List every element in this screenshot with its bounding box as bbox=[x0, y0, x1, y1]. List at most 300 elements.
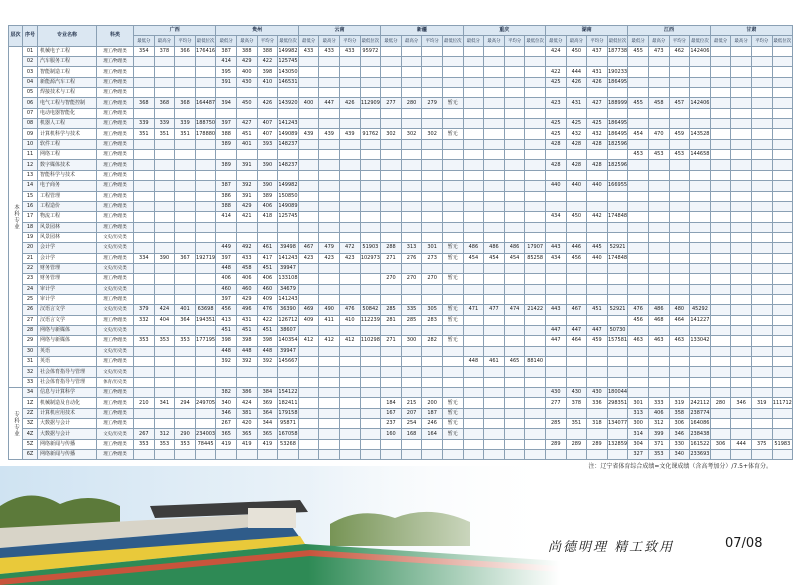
score-cell: 184 bbox=[381, 398, 402, 408]
score-cell: 398 bbox=[257, 336, 278, 346]
score-cell bbox=[504, 284, 525, 294]
score-cell: 430 bbox=[236, 77, 257, 87]
score-cell: 192719 bbox=[195, 253, 216, 263]
score-cell bbox=[175, 160, 196, 170]
subheader-cell: 最高分 bbox=[731, 36, 752, 46]
score-cell bbox=[319, 222, 340, 232]
stadium-photo bbox=[0, 466, 560, 585]
score-cell: 406 bbox=[236, 274, 257, 284]
subject-cell: 理工/物理类 bbox=[97, 191, 134, 201]
score-cell bbox=[545, 170, 566, 180]
score-cell bbox=[710, 357, 731, 367]
score-cell: 430 bbox=[545, 388, 566, 398]
score-cell bbox=[442, 439, 463, 449]
score-cell: 469 bbox=[298, 305, 319, 315]
score-cell: 382 bbox=[216, 388, 237, 398]
score-cell bbox=[216, 377, 237, 387]
score-cell: 407 bbox=[257, 119, 278, 129]
score-cell bbox=[566, 150, 587, 160]
subject-cell: 理工/物理类 bbox=[97, 150, 134, 160]
score-cell bbox=[175, 274, 196, 284]
score-cell: 419 bbox=[257, 439, 278, 449]
score-cell bbox=[628, 243, 649, 253]
score-cell: 476 bbox=[257, 305, 278, 315]
major-name-cell: 社会体育指导与管理 bbox=[38, 367, 97, 377]
score-cell bbox=[504, 274, 525, 284]
score-cell bbox=[545, 377, 566, 387]
major-name-cell: 计算机应用技术 bbox=[38, 408, 97, 418]
score-cell bbox=[484, 419, 505, 429]
score-cell bbox=[628, 139, 649, 149]
score-cell bbox=[525, 408, 546, 418]
score-cell: 267 bbox=[134, 429, 155, 439]
score-cell bbox=[566, 57, 587, 67]
score-cell: 194351 bbox=[195, 315, 216, 325]
score-cell: 167 bbox=[381, 408, 402, 418]
score-cell bbox=[216, 150, 237, 160]
subject-cell: 理工/物理类 bbox=[97, 315, 134, 325]
score-cell bbox=[154, 357, 175, 367]
score-cell bbox=[545, 357, 566, 367]
score-cell bbox=[628, 88, 649, 98]
score-cell: 85258 bbox=[525, 253, 546, 263]
score-cell bbox=[545, 150, 566, 160]
score-cell bbox=[484, 108, 505, 118]
score-cell: 424 bbox=[154, 305, 175, 315]
score-cell bbox=[607, 88, 628, 98]
score-cell bbox=[628, 181, 649, 191]
score-cell bbox=[566, 263, 587, 273]
score-cell: 353 bbox=[134, 439, 155, 449]
score-cell: 149089 bbox=[278, 201, 299, 211]
score-cell bbox=[648, 253, 669, 263]
score-cell: 50730 bbox=[607, 325, 628, 335]
score-cell bbox=[463, 181, 484, 191]
score-cell bbox=[401, 212, 422, 222]
header-province: 重庆 bbox=[463, 26, 545, 36]
score-cell: 146531 bbox=[278, 77, 299, 87]
score-cell: 暂无 bbox=[442, 419, 463, 429]
score-cell bbox=[751, 160, 772, 170]
score-cell: 397 bbox=[216, 253, 237, 263]
score-cell: 449 bbox=[216, 243, 237, 253]
score-cell bbox=[504, 77, 525, 87]
score-cell bbox=[422, 284, 443, 294]
score-cell bbox=[710, 98, 731, 108]
score-cell bbox=[381, 150, 402, 160]
score-cell bbox=[257, 88, 278, 98]
score-cell bbox=[463, 419, 484, 429]
score-cell: 457 bbox=[669, 98, 690, 108]
score-cell bbox=[587, 222, 608, 232]
score-cell: 50842 bbox=[360, 305, 381, 315]
score-cell bbox=[566, 294, 587, 304]
score-cell: 182411 bbox=[278, 398, 299, 408]
subject-cell: 体育/历史类 bbox=[97, 377, 134, 387]
score-cell: 455 bbox=[628, 46, 649, 56]
score-cell bbox=[319, 346, 340, 356]
score-cell bbox=[422, 57, 443, 67]
score-cell bbox=[525, 398, 546, 408]
score-cell bbox=[319, 108, 340, 118]
score-cell bbox=[381, 77, 402, 87]
score-cell: 335 bbox=[401, 305, 422, 315]
score-cell bbox=[319, 284, 340, 294]
score-cell: 365 bbox=[257, 429, 278, 439]
score-cell bbox=[504, 212, 525, 222]
score-cell bbox=[484, 315, 505, 325]
score-cell bbox=[463, 191, 484, 201]
score-cell bbox=[381, 232, 402, 242]
score-cell bbox=[298, 77, 319, 87]
subject-cell: 文史/历史类 bbox=[97, 325, 134, 335]
score-cell bbox=[772, 170, 793, 180]
score-cell: 387 bbox=[216, 181, 237, 191]
score-cell: 426 bbox=[257, 98, 278, 108]
score-cell: 302 bbox=[381, 129, 402, 139]
score-cell bbox=[648, 139, 669, 149]
score-cell: 391 bbox=[236, 191, 257, 201]
score-cell: 306 bbox=[669, 419, 690, 429]
seq-cell: 26 bbox=[23, 305, 38, 315]
score-cell bbox=[216, 450, 237, 460]
subheader-cell: 最低位次 bbox=[195, 36, 216, 46]
score-cell: 52921 bbox=[607, 305, 628, 315]
score-cell bbox=[463, 377, 484, 387]
score-cell bbox=[422, 439, 443, 449]
score-cell bbox=[401, 57, 422, 67]
score-cell: 388 bbox=[236, 46, 257, 56]
score-cell: 406 bbox=[216, 274, 237, 284]
score-cell bbox=[216, 170, 237, 180]
major-name-cell: 网络与新媒体 bbox=[38, 336, 97, 346]
score-cell bbox=[319, 377, 340, 387]
score-cell bbox=[710, 315, 731, 325]
score-cell bbox=[484, 57, 505, 67]
score-cell bbox=[484, 119, 505, 129]
score-cell bbox=[772, 181, 793, 191]
score-cell bbox=[772, 201, 793, 211]
major-name-cell: 新能源汽车工程 bbox=[38, 77, 97, 87]
seq-cell: 03 bbox=[23, 67, 38, 77]
major-name-cell: 英语 bbox=[38, 346, 97, 356]
score-cell bbox=[195, 346, 216, 356]
seq-cell: 07 bbox=[23, 108, 38, 118]
score-cell bbox=[298, 108, 319, 118]
score-cell bbox=[504, 191, 525, 201]
score-cell bbox=[545, 408, 566, 418]
score-cell bbox=[442, 181, 463, 191]
score-cell: 133042 bbox=[690, 336, 711, 346]
score-cell bbox=[257, 222, 278, 232]
score-cell: 167058 bbox=[278, 429, 299, 439]
score-cell bbox=[648, 181, 669, 191]
score-cell bbox=[360, 263, 381, 273]
score-cell bbox=[360, 67, 381, 77]
score-cell bbox=[381, 325, 402, 335]
score-cell: 463 bbox=[669, 336, 690, 346]
score-cell bbox=[669, 274, 690, 284]
score-cell bbox=[195, 139, 216, 149]
score-cell bbox=[339, 119, 360, 129]
score-cell bbox=[690, 108, 711, 118]
score-cell bbox=[154, 325, 175, 335]
seq-cell: 11 bbox=[23, 150, 38, 160]
score-cell bbox=[710, 170, 731, 180]
score-cell bbox=[648, 284, 669, 294]
score-cell bbox=[195, 377, 216, 387]
major-name-cell: 电气工程与智能控制 bbox=[38, 98, 97, 108]
score-cell: 459 bbox=[669, 129, 690, 139]
score-cell: 340 bbox=[216, 398, 237, 408]
score-cell bbox=[463, 98, 484, 108]
score-cell bbox=[381, 119, 402, 129]
score-cell: 143528 bbox=[690, 129, 711, 139]
score-cell bbox=[339, 263, 360, 273]
subject-cell: 理工/物理类 bbox=[97, 119, 134, 129]
score-cell bbox=[525, 108, 546, 118]
score-cell bbox=[381, 191, 402, 201]
score-cell bbox=[175, 212, 196, 222]
score-cell bbox=[566, 274, 587, 284]
score-cell bbox=[731, 150, 752, 160]
score-cell: 142406 bbox=[690, 98, 711, 108]
score-cell: 280 bbox=[710, 398, 731, 408]
score-cell bbox=[381, 367, 402, 377]
score-cell bbox=[401, 201, 422, 211]
score-cell bbox=[504, 419, 525, 429]
score-cell: 407 bbox=[257, 129, 278, 139]
score-cell: 353 bbox=[648, 450, 669, 460]
score-cell bbox=[381, 284, 402, 294]
score-cell bbox=[545, 429, 566, 439]
score-cell bbox=[298, 284, 319, 294]
major-name-cell: 财务管理 bbox=[38, 263, 97, 273]
score-cell bbox=[607, 429, 628, 439]
score-cell bbox=[298, 232, 319, 242]
score-cell bbox=[236, 108, 257, 118]
subject-cell: 理工/物理类 bbox=[97, 98, 134, 108]
table-row bbox=[9, 57, 793, 67]
score-cell: 381 bbox=[236, 408, 257, 418]
score-cell bbox=[607, 57, 628, 67]
score-cell bbox=[731, 57, 752, 67]
score-cell: 492 bbox=[236, 243, 257, 253]
score-cell bbox=[710, 294, 731, 304]
score-cell bbox=[751, 305, 772, 315]
score-cell bbox=[463, 150, 484, 160]
score-cell bbox=[628, 367, 649, 377]
score-cell bbox=[422, 77, 443, 87]
score-cell: 111712 bbox=[772, 398, 793, 408]
score-cell bbox=[298, 274, 319, 284]
score-cell bbox=[648, 160, 669, 170]
score-cell: 314 bbox=[628, 429, 649, 439]
score-cell bbox=[463, 367, 484, 377]
score-cell bbox=[154, 212, 175, 222]
score-cell: 367 bbox=[175, 253, 196, 263]
score-cell bbox=[628, 253, 649, 263]
score-cell bbox=[484, 46, 505, 56]
score-cell bbox=[401, 284, 422, 294]
score-cell: 112239 bbox=[360, 315, 381, 325]
score-cell bbox=[731, 419, 752, 429]
score-cell bbox=[690, 274, 711, 284]
score-cell: 388 bbox=[216, 201, 237, 211]
score-cell bbox=[175, 67, 196, 77]
score-cell bbox=[278, 377, 299, 387]
score-cell bbox=[422, 232, 443, 242]
score-cell bbox=[360, 377, 381, 387]
score-cell bbox=[731, 294, 752, 304]
score-cell bbox=[134, 346, 155, 356]
score-cell bbox=[236, 170, 257, 180]
table-row bbox=[9, 201, 793, 211]
score-cell: 368 bbox=[175, 98, 196, 108]
score-cell bbox=[236, 150, 257, 160]
score-cell bbox=[442, 139, 463, 149]
score-cell bbox=[504, 129, 525, 139]
score-cell bbox=[710, 222, 731, 232]
score-cell bbox=[751, 191, 772, 201]
score-cell bbox=[484, 77, 505, 87]
score-cell: 277 bbox=[381, 98, 402, 108]
score-cell bbox=[463, 129, 484, 139]
score-cell bbox=[463, 119, 484, 129]
score-cell: 472 bbox=[339, 243, 360, 253]
score-cell: 176416 bbox=[195, 46, 216, 56]
subject-cell: 理工/物理类 bbox=[97, 57, 134, 67]
score-cell bbox=[772, 108, 793, 118]
score-cell bbox=[525, 450, 546, 460]
score-cell bbox=[257, 450, 278, 460]
score-cell bbox=[195, 367, 216, 377]
score-cell bbox=[731, 284, 752, 294]
score-cell: 180044 bbox=[607, 388, 628, 398]
score-cell: 282 bbox=[422, 336, 443, 346]
seq-cell: 1Z bbox=[23, 398, 38, 408]
subject-cell: 理工/物理类 bbox=[97, 88, 134, 98]
score-cell bbox=[339, 170, 360, 180]
score-cell: 421 bbox=[236, 212, 257, 222]
score-cell bbox=[607, 201, 628, 211]
score-cell bbox=[710, 88, 731, 98]
score-cell bbox=[751, 315, 772, 325]
score-cell bbox=[339, 181, 360, 191]
score-cell: 433 bbox=[339, 46, 360, 56]
subheader-cell: 最低分 bbox=[134, 36, 155, 46]
table-row bbox=[9, 439, 793, 449]
score-cell: 313 bbox=[628, 408, 649, 418]
score-cell bbox=[319, 357, 340, 367]
score-cell: 330 bbox=[669, 439, 690, 449]
score-cell bbox=[195, 232, 216, 242]
score-cell: 447 bbox=[545, 336, 566, 346]
score-cell: 52921 bbox=[607, 243, 628, 253]
score-cell bbox=[669, 170, 690, 180]
score-cell bbox=[669, 139, 690, 149]
seq-cell: 20 bbox=[23, 243, 38, 253]
score-cell bbox=[298, 119, 319, 129]
score-cell: 393 bbox=[257, 139, 278, 149]
subject-cell: 理工/物理类 bbox=[97, 160, 134, 170]
score-cell bbox=[525, 274, 546, 284]
score-cell bbox=[751, 88, 772, 98]
table-row bbox=[9, 377, 793, 387]
score-cell: 39498 bbox=[278, 243, 299, 253]
score-cell: 289 bbox=[545, 439, 566, 449]
score-cell bbox=[339, 284, 360, 294]
score-cell: 336 bbox=[587, 398, 608, 408]
score-cell bbox=[175, 377, 196, 387]
subheader-cell: 最低位次 bbox=[278, 36, 299, 46]
score-cell bbox=[298, 160, 319, 170]
score-cell bbox=[566, 367, 587, 377]
table-row bbox=[9, 150, 793, 160]
score-cell bbox=[607, 294, 628, 304]
score-cell bbox=[175, 263, 196, 273]
score-cell bbox=[772, 46, 793, 56]
score-cell bbox=[134, 408, 155, 418]
seq-cell: 29 bbox=[23, 336, 38, 346]
score-cell: 145667 bbox=[278, 357, 299, 367]
score-cell bbox=[545, 294, 566, 304]
score-cell bbox=[463, 212, 484, 222]
score-cell bbox=[690, 222, 711, 232]
score-cell: 430 bbox=[587, 388, 608, 398]
score-cell bbox=[566, 315, 587, 325]
score-cell bbox=[154, 160, 175, 170]
score-cell bbox=[442, 450, 463, 460]
score-cell bbox=[442, 284, 463, 294]
seq-cell: 25 bbox=[23, 294, 38, 304]
score-cell bbox=[319, 439, 340, 449]
score-cell: 148237 bbox=[278, 160, 299, 170]
score-cell bbox=[648, 232, 669, 242]
subject-cell: 文史/历史类 bbox=[97, 263, 134, 273]
score-cell: 188750 bbox=[195, 119, 216, 129]
score-cell: 431 bbox=[587, 67, 608, 77]
score-cell: 273 bbox=[422, 253, 443, 263]
score-cell bbox=[422, 325, 443, 335]
score-cell: 149982 bbox=[278, 181, 299, 191]
score-cell bbox=[134, 263, 155, 273]
score-cell: 453 bbox=[628, 150, 649, 160]
score-cell bbox=[422, 150, 443, 160]
score-cell bbox=[360, 201, 381, 211]
subject-cell: 理工/物理类 bbox=[97, 139, 134, 149]
score-cell bbox=[319, 139, 340, 149]
score-cell: 141243 bbox=[278, 294, 299, 304]
score-cell: 351 bbox=[134, 129, 155, 139]
score-cell: 406 bbox=[257, 201, 278, 211]
score-cell bbox=[401, 346, 422, 356]
table-row bbox=[9, 77, 793, 87]
score-cell: 395 bbox=[216, 67, 237, 77]
score-cell bbox=[525, 201, 546, 211]
score-cell bbox=[175, 191, 196, 201]
table-row bbox=[9, 222, 793, 232]
score-cell bbox=[195, 67, 216, 77]
score-cell bbox=[422, 450, 443, 460]
score-cell bbox=[339, 212, 360, 222]
header-province: 甘肃 bbox=[710, 26, 792, 36]
score-cell: 433 bbox=[236, 253, 257, 263]
score-cell bbox=[134, 77, 155, 87]
score-cell: 390 bbox=[257, 181, 278, 191]
score-cell bbox=[731, 67, 752, 77]
score-cell: 463 bbox=[648, 336, 669, 346]
